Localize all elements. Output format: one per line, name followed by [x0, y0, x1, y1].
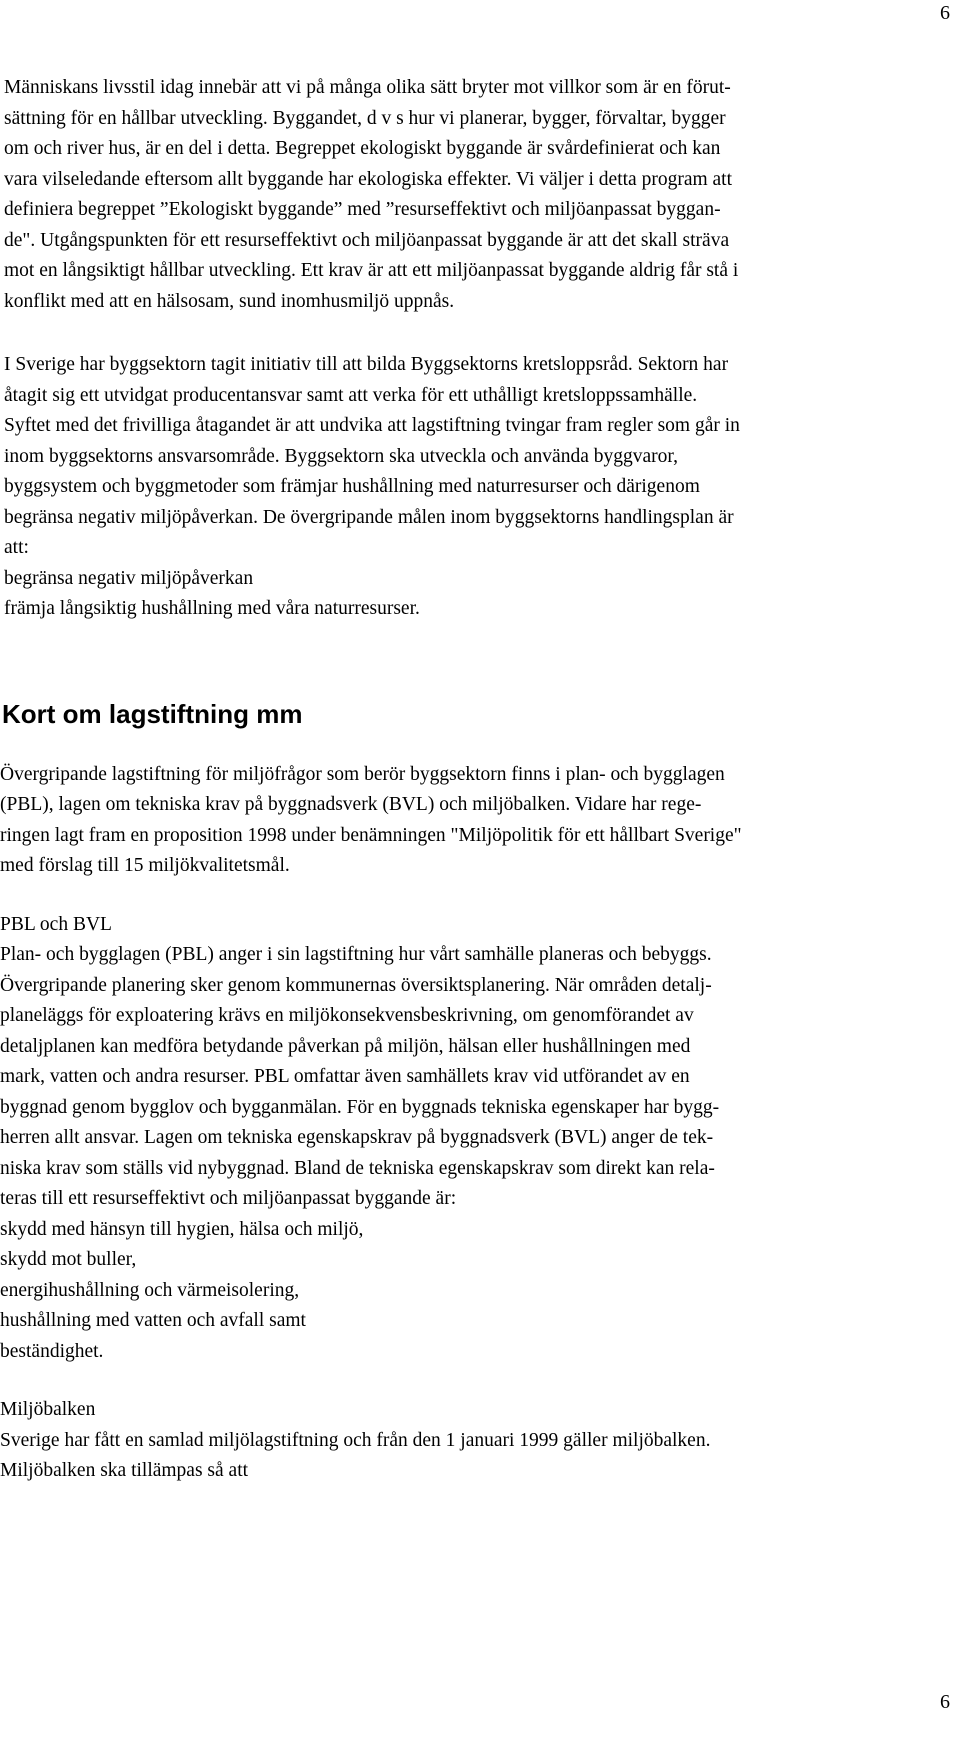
list-item: energihushållning och värmeisolering,	[0, 1279, 300, 1301]
text-line: herren allt ansvar. Lagen om tekniska egenskapskrav på byggnadsverk (BVL) anger de tek-	[0, 1127, 714, 1148]
text-line: Övergripande lagstiftning för miljöfrågor som berör byggsektorn finns i plan- och bygglagen	[0, 763, 725, 785]
text-line: mot en långsiktigt hållbar utveckling. Ett krav är att ett miljöanpassat byggande aldrig får stå i	[4, 260, 739, 281]
text-line: byggnad genom bygglov och bygganmälan. För en byggnads tekniska egenskaper har bygg-	[0, 1096, 720, 1118]
text-line: Sverige har fått en samlad miljölagstiftning och från den 1 januari 1999 gäller miljöbalken.	[0, 1429, 711, 1451]
paragraph-byggsektorn	[0, 350, 952, 625]
text-line: åtagit sig ett utvidgat producentansvar samt att verka för ett uthålligt kretsloppssamhälle.	[4, 384, 698, 406]
list-item: hushållning med vatten och avfall samt	[0, 1310, 306, 1331]
paragraph-lagstiftning	[0, 760, 952, 882]
text-line: begränsa negativ miljöpåverkan. De övergripande målen inom byggsektorns handlingsplan är	[4, 506, 734, 528]
text-line: I Sverige har byggsektorn tagit initiativ till att bilda Byggsektorns kretsloppsråd. Sektorn har	[4, 354, 729, 375]
paragraph-intro	[0, 73, 952, 317]
text-line: Syftet med det frivilliga åtagandet är att undvika att lagstiftning tvingar fram regler som går in	[4, 415, 740, 436]
text-line: Människans livsstil idag innebär att vi på många olika sätt bryter mot villkor som är en förut-	[4, 77, 731, 98]
text-line: de". Utgångspunkten för ett resurseffektivt och miljöanpassat byggande är att det skall sträva	[4, 229, 730, 251]
text-line: med förslag till 15 miljökvalitetsmål.	[0, 855, 290, 876]
text-line: Plan- och bygglagen (PBL) anger i sin lagstiftning hur vårt samhälle planeras och bebyggs.	[0, 944, 712, 965]
text-line: definiera begreppet ”Ekologiskt byggande” med ”resurseffektivt och miljöanpassat byggan-	[4, 199, 721, 220]
subheading: Miljöbalken	[0, 1399, 96, 1420]
list-item: skydd mot buller,	[0, 1249, 137, 1270]
text-line: teras till ett resurseffektivt och miljöanpassat byggande är:	[0, 1188, 457, 1209]
section-heading: Kort om lagstiftning mm	[2, 698, 303, 729]
text-line: att:	[4, 537, 29, 558]
paragraph-pbl-bvl	[0, 910, 952, 1368]
list-item: beständighet.	[0, 1340, 104, 1362]
text-line: sättning för en hållbar utveckling. Byggandet, d v s hur vi planerar, bygger, förvaltar, bygger	[4, 107, 726, 129]
paragraph-miljobalken	[0, 1395, 952, 1487]
text-line: Miljöbalken ska tillämpas så att	[0, 1460, 249, 1481]
text-line: inom byggsektorns ansvarsområde. Byggsektorn ska utveckla och använda byggvaror,	[4, 445, 678, 467]
page-number-top: 6	[940, 2, 950, 24]
list-item: främja långsiktig hushållning med våra naturresurser.	[4, 598, 420, 619]
text-line: (PBL), lagen om tekniska krav på byggnadsverk (BVL) och miljöbalken. Vidare har rege-	[0, 794, 702, 815]
list-item: skydd med hänsyn till hygien, hälsa och miljö,	[0, 1218, 364, 1240]
text-line: niska krav som ställs vid nybyggnad. Bland de tekniska egenskapskrav som direkt kan rela-	[0, 1157, 715, 1179]
text-line: konflikt med att en hälsosam, sund inomhusmiljö uppnås.	[4, 290, 455, 312]
list-item: begränsa negativ miljöpåverkan	[4, 567, 254, 589]
text-line: vara vilseledande eftersom allt byggande har ekologiska effekter. Vi väljer i detta program att	[4, 168, 733, 190]
subheading: PBL och BVL	[0, 913, 112, 935]
text-line: mark, vatten och andra resurser. PBL omfattar även samhällets krav vid utförandet av en	[0, 1066, 690, 1087]
text-line: detaljplanen kan medföra betydande påverkan på miljön, hälsan eller hushållningen med	[0, 1035, 691, 1057]
text-line: planeläggs för exploatering krävs en miljökonsekvensbeskrivning, om genomförandet av	[0, 1005, 694, 1026]
text-line: om och river hus, är en del i detta. Begreppet ekologiskt byggande är svårdefinierat och kan	[4, 138, 721, 159]
page-number-bottom: 6	[940, 1691, 950, 1713]
document-body	[0, 73, 952, 1487]
text-line: Övergripande planering sker genom kommunernas översiktsplanering. När områden detalj-	[0, 974, 712, 996]
text-line: ringen lagt fram en proposition 1998 under benämningen "Miljöpolitik för ett hållbart Sverige"	[0, 824, 742, 846]
text-line: byggsystem och byggmetoder som främjar hushållning med naturresurser och därigenom	[4, 476, 700, 497]
